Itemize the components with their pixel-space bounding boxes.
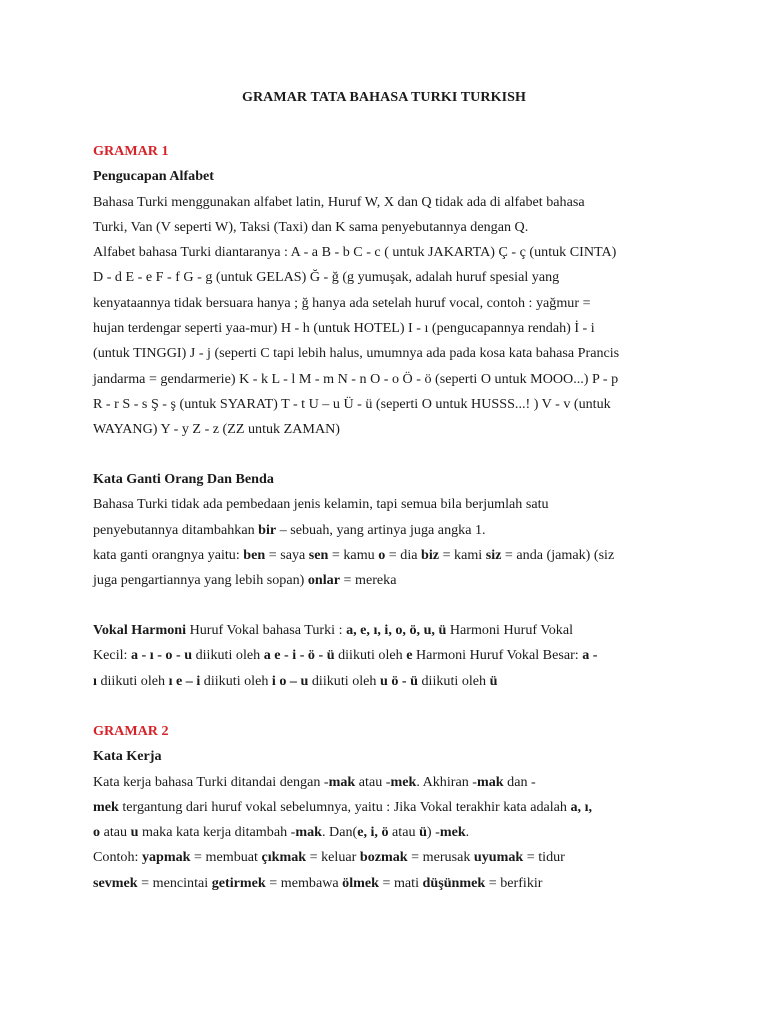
bold-term: sevmek — [93, 874, 138, 891]
bold-term: a e - i - ö - ü — [263, 647, 335, 664]
bold-term: sen — [308, 546, 329, 563]
kata-ganti-line — [93, 520, 683, 545]
text-run: ) - — [426, 824, 440, 841]
kata-ganti-line — [93, 545, 683, 570]
kata-ganti-line: Bahasa Turki tidak ada pembedaan jenis kelamin, tapi semua bila berjumlah satu — [93, 496, 549, 513]
text-run: = anda (jamak) (siz — [501, 546, 615, 563]
gramar2-line — [93, 822, 683, 847]
bold-term: a, e, ı, i, o, ö, u, ü — [346, 622, 447, 638]
text-run: Harmoni Huruf Vokal Besar: — [412, 647, 583, 664]
text-run: diikuti oleh — [417, 672, 490, 689]
text-run: = mereka — [339, 572, 397, 589]
bold-term: biz — [421, 546, 440, 563]
gramar2-line — [93, 772, 683, 797]
gramar1-heading: GRAMAR 1 — [93, 143, 169, 159]
text-run: tergantung dari huruf vokal sebelumnya, yaitu : Jika Vokal terakhir kata adalah — [118, 798, 571, 815]
text-run: = mencintai — [137, 874, 212, 891]
gramar1-line: R - r S - s Ş - ş (untuk SYARAT) T - t U – u Ü - ü (seperti O untuk HUSSS...! ) V - v (untuk — [93, 395, 611, 412]
text-run: = saya — [265, 546, 309, 563]
text-run: . Akhiran - — [416, 773, 477, 790]
gramar2-line — [93, 873, 683, 898]
text-run: juga pengartiannya yang lebih sopan) — [93, 572, 308, 589]
bold-term: a, ı, — [570, 798, 593, 815]
bold-term: e — [406, 647, 413, 664]
gramar2-heading: GRAMAR 2 — [93, 723, 169, 739]
vokal-line — [93, 620, 683, 645]
text-run: Harmoni Huruf Vokal — [446, 622, 573, 638]
text-run: atau - — [355, 773, 391, 790]
text-run: = membuat — [190, 849, 262, 866]
bold-term: mek — [439, 824, 466, 841]
bold-term: i o – u — [271, 672, 309, 689]
text-run: diikuti oleh — [334, 647, 407, 664]
gramar1-line: Alfabet bahasa Turki diantaranya : A - a B - b C - c ( untuk JAKARTA) Ç - ç (untuk CINTA) — [93, 244, 617, 261]
gramar1-line: Turki, Van (V seperti W), Taksi (Taxi) dan K sama penyebutannya dengan Q. — [93, 218, 529, 235]
gramar1-line: jandarma = gendarmerie) K - k L - l M - m N - n O - o Ö - ö (seperti O untuk MOOO...) P - p — [93, 370, 619, 387]
text-run: . Dan( — [321, 824, 358, 841]
text-run: Kecil: — [93, 647, 131, 664]
text-run: = membawa — [265, 874, 343, 891]
bold-term: ü — [489, 672, 498, 689]
text-run: = keluar — [306, 849, 360, 866]
text-run: Huruf Vokal bahasa Turki : — [186, 622, 347, 638]
text-run: diikuti oleh — [192, 647, 264, 664]
gramar1-line: (untuk TINGGI) J - j (seperti C tapi lebih halus, umumnya ada pada kosa kata bahasa Prancis — [93, 345, 620, 362]
bold-term: o — [93, 824, 101, 841]
vokal-line — [93, 645, 683, 670]
bold-term: onlar — [307, 572, 340, 589]
text-run: = merusak — [407, 849, 474, 866]
gramar1-line: kenyataannya tidak bersuara hanya ; ğ hanya ada setelah huruf vocal, contoh : yağmur = — [93, 294, 591, 311]
text-run: = dia — [385, 546, 422, 563]
bold-term: u ö - ü — [379, 672, 418, 689]
document-title: GRAMAR TATA BAHASA TURKI TURKISH — [241, 90, 527, 105]
text-run: diikuti oleh — [200, 672, 272, 689]
bold-term: ü — [419, 824, 427, 841]
bold-term: u — [130, 824, 139, 841]
gramar1-section — [93, 141, 683, 445]
gramar1-subheading: Pengucapan Alfabet — [93, 168, 214, 185]
text-run: kata ganti orangnya yaitu: — [93, 546, 244, 563]
bold-term: bir — [258, 521, 277, 538]
text-run: = mati — [378, 874, 423, 891]
text-run: – sebuah, yang artinya juga angka 1. — [276, 521, 486, 538]
vokal-line — [93, 671, 683, 696]
bold-term: mak — [295, 824, 322, 841]
text-run: dan - — [503, 773, 536, 790]
bold-term: düşünmek — [422, 874, 486, 891]
text-run: Kata kerja bahasa Turki ditandai dengan - — [93, 773, 329, 790]
bold-term: çıkmak — [261, 849, 307, 866]
text-run: atau — [100, 824, 131, 841]
bold-term: mek — [93, 798, 119, 815]
bold-term: ı e – i — [168, 672, 201, 689]
bold-term: a - — [582, 647, 598, 664]
text-run: = tidur — [523, 849, 565, 866]
text-run: . — [465, 824, 470, 841]
text-run: diikuti oleh — [308, 672, 380, 689]
bold-term: ben — [243, 546, 266, 563]
bold-term: yapmak — [141, 849, 191, 866]
bold-term: ı — [93, 672, 97, 689]
text-run: atau — [388, 824, 420, 841]
gramar1-line: Bahasa Turki menggunakan alfabet latin, Huruf W, X dan Q tidak ada di alfabet bahasa — [93, 193, 585, 210]
text-run: penyebutannya ditambahkan — [93, 521, 259, 538]
gramar1-line: hujan terdengar seperti yaa-mur) H - h (untuk HOTEL) I - ı (pengucapannya rendah) İ - i — [93, 320, 595, 337]
gramar1-line: D - d E - e F - f G - g (untuk GELAS) Ğ - ğ (g yumuşak, adalah huruf spesial yang — [93, 269, 560, 286]
text-run: = kami — [439, 546, 486, 563]
text-run: = berfikir — [485, 874, 543, 891]
kata-ganti-line — [93, 570, 683, 595]
kata-ganti-section — [93, 469, 683, 595]
bold-term: a - ı - o - u — [130, 647, 193, 664]
bold-term: bozmak — [359, 849, 408, 866]
text-run: maka kata kerja ditambah - — [138, 824, 296, 841]
kata-ganti-heading: Kata Ganti Orang Dan Benda — [93, 471, 274, 487]
bold-term: mek — [390, 773, 417, 790]
gramar2-section — [93, 721, 683, 898]
gramar1-line: WAYANG) Y - y Z - z (ZZ untuk ZAMAN) — [93, 421, 340, 438]
bold-term: getirmek — [211, 874, 266, 891]
bold-term: siz — [485, 546, 502, 563]
text-run: diikuti oleh — [96, 672, 169, 689]
gramar2-line — [93, 797, 683, 822]
bold-term: ölmek — [342, 874, 379, 891]
gramar2-subheading: Kata Kerja — [93, 748, 162, 765]
bold-term: e, i, ö — [357, 824, 389, 841]
bold-term: o — [378, 546, 386, 563]
bold-term: uyumak — [473, 849, 524, 866]
vokal-harmoni-section — [93, 620, 683, 696]
bold-term: mak — [476, 773, 504, 790]
text-run: = kamu — [328, 546, 379, 563]
bold-term: mak — [328, 773, 356, 790]
gramar2-line — [93, 847, 683, 872]
text-run: Contoh: — [93, 849, 142, 866]
bold-term: Vokal Harmoni — [93, 622, 187, 638]
